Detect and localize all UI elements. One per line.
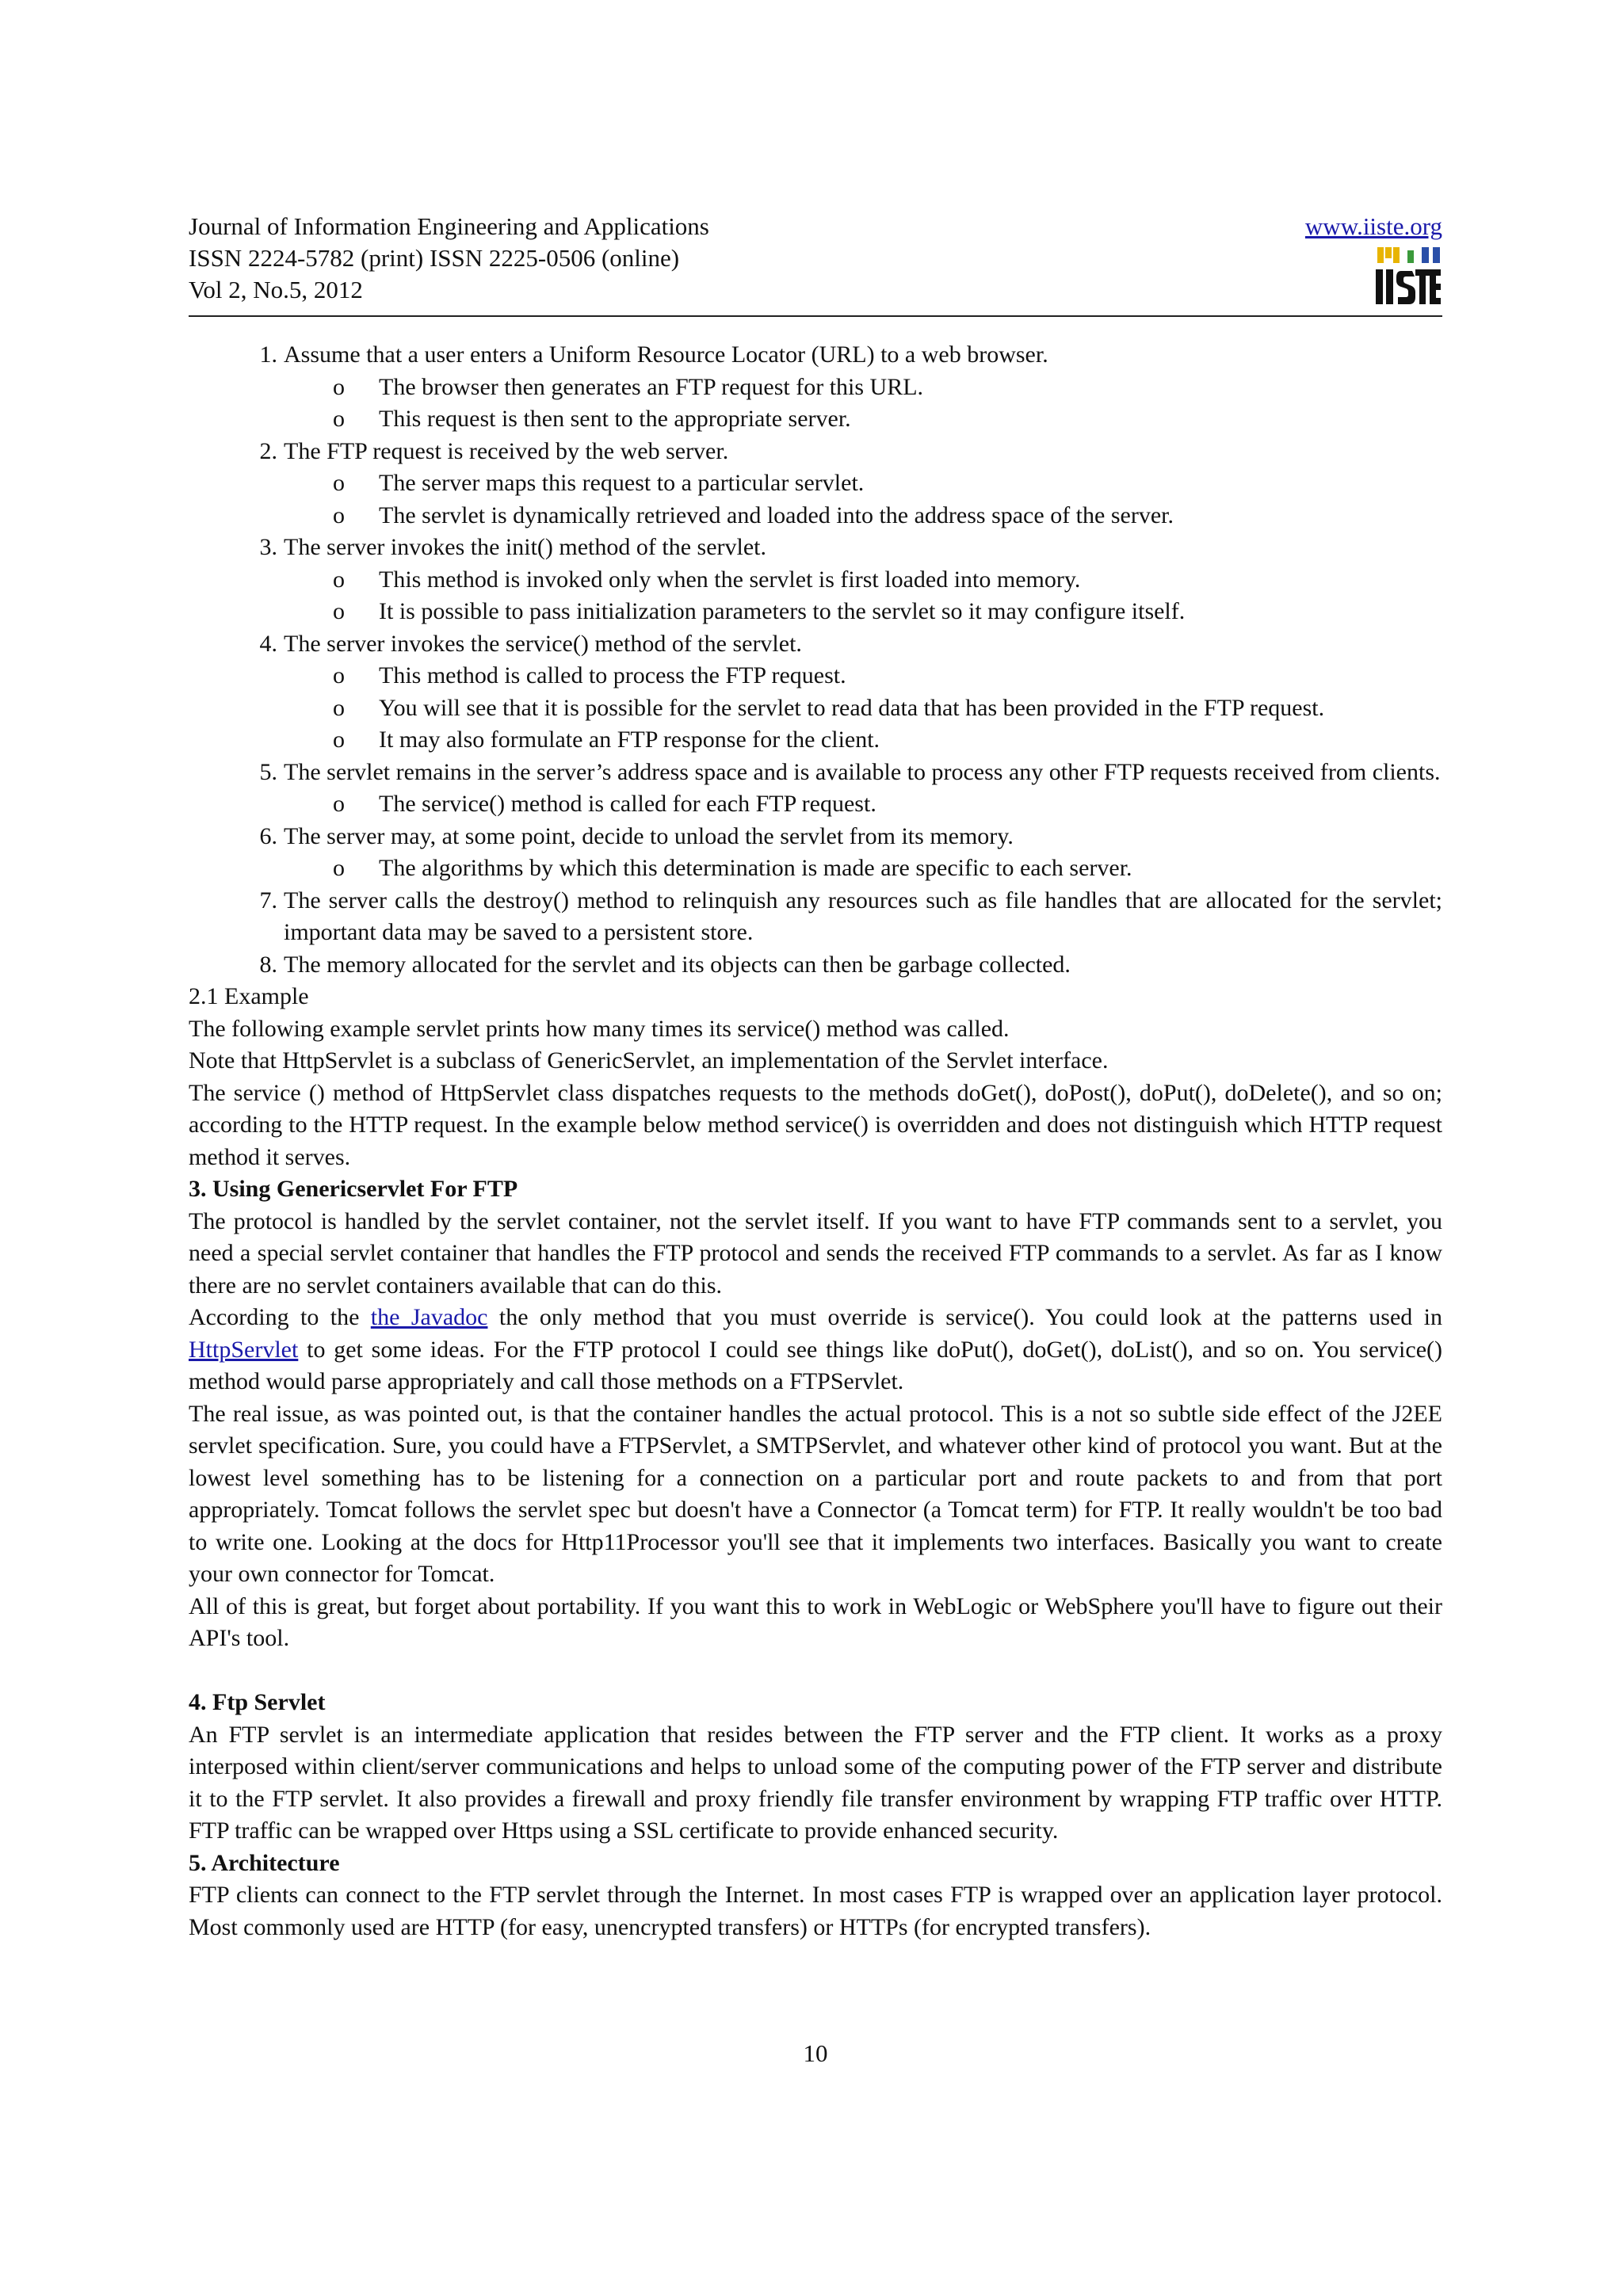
- list-item-number: 7.: [259, 887, 277, 913]
- iiste-logo: [1374, 244, 1442, 307]
- list-item-text: The servlet remains in the server’s address space and is available to process any other FTP requests received from clients.: [284, 758, 1441, 785]
- sub-list-item: [189, 596, 1442, 628]
- journal-volume: Vol 2, No.5, 2012: [189, 276, 363, 303]
- journal-title: Journal of Information Engineering and Applications: [189, 212, 709, 240]
- section-5-paragraph-1: FTP clients can connect to the FTP servlet through the Internet. In most cases FTP is wrapped over an application layer protocol. Most commonly used are HTTP (for easy, unencrypted transfers) or HTTPs (for encrypted transfers).: [189, 1882, 1442, 1940]
- sub-list-item-text: You will see that it is possible for the servlet to read data that has been provided in the FTP request.: [379, 694, 1325, 721]
- list-item: [189, 949, 1442, 982]
- sub-list-item: [189, 500, 1442, 532]
- list-item-number: 8.: [259, 951, 277, 978]
- sub-list-item: [189, 660, 1442, 692]
- sub-list-item: [189, 403, 1442, 436]
- section-3-paragraph-4: All of this is great, but forget about portability. If you want this to work in WebLogic or WebSphere you'll have to figure out their API's tool.: [189, 1592, 1442, 1651]
- bullet-icon: o: [333, 470, 345, 496]
- sub-list-item-text: The algorithms by which this determination is made are specific to each server.: [379, 855, 1132, 881]
- sub-list-item-text: It may also formulate an FTP response for the client.: [379, 727, 880, 753]
- page-header: [189, 209, 1442, 317]
- bullet-icon: o: [333, 662, 345, 688]
- list-item-number: 3.: [259, 534, 277, 560]
- logo-bar-2: [1385, 247, 1392, 258]
- sub-list-item: [189, 692, 1442, 725]
- bullet-icon: o: [333, 727, 345, 753]
- bullet-icon: o: [333, 791, 345, 817]
- logo-letters: [1376, 269, 1441, 304]
- bullet-icon: o: [333, 502, 345, 528]
- section-5-heading: 5. Architecture: [189, 1849, 340, 1876]
- list-item: [189, 339, 1442, 372]
- sub-list-item: [189, 788, 1442, 821]
- section-4-paragraph-1: An FTP servlet is an intermediate application that resides between the FTP server and the FTP client. It works as a proxy interposed within client/server communications and helps to unload some of the computing power of the FTP server and distribute it to the FTP servlet. It also provides a firewall and proxy friendly file transfer environment by wrapping FTP traffic over HTTP. FTP traffic can be wrapped over Https using a SSL certificate to provide enhanced security.: [189, 1721, 1442, 1844]
- example-paragraph-1: The following example servlet prints how many times its service() method was called.: [189, 1015, 1010, 1042]
- section-3-heading: 3. Using Genericservlet For FTP: [189, 1176, 518, 1202]
- sub-list-item-text: This method is invoked only when the servlet is first loaded into memory.: [379, 566, 1081, 593]
- section-3-paragraph-2: According to the the Javadoc the only method that you must override is service(). You could look at the patterns used in HttpServlet to get some ideas. For the FTP protocol I could see things like doPut(), doGet(), doList(), and so on. You service() method would parse appropriately and call those methods on a FTPServlet.: [189, 1304, 1442, 1394]
- list-item-text: The server invokes the init() method of the servlet.: [284, 534, 766, 560]
- sub-list-item-text: This request is then sent to the appropriate server.: [379, 406, 851, 432]
- list-item: [189, 532, 1442, 564]
- section-3-paragraph-3: The real issue, as was pointed out, is that the container handles the actual protocol. This is a not so subtle side effect of the J2EE servlet specification. Sure, you could have a FTPServlet, a SMTPServlet, and whatever other kind of protocol you want. But at the lowest level something has to be listening for a connection on a particular port and route packets to and from that port appropriately. Tomcat follows the servlet spec but doesn't have a Connector (a Tomcat term) for FTP. It really wouldn't be too bad to write one. Looking at the docs for Http11Processor you'll see that it implements two interfaces. Basically you want to create your own connector for Tomcat.: [189, 1400, 1442, 1587]
- sub-list-item-text: The browser then generates an FTP request for this URL.: [379, 373, 924, 400]
- example-paragraph-2: Note that HttpServlet is a subclass of GenericServlet, an implementation of the Servlet interface.: [189, 1047, 1109, 1074]
- sub-list-item: [189, 564, 1442, 597]
- list-item-text: The FTP request is received by the web server.: [284, 437, 729, 464]
- sub-list-item: [189, 724, 1442, 757]
- list-item: [189, 757, 1442, 789]
- list-item-text: The server calls the destroy() method to relinquish any resources such as file handles that are allocated for the servlet; important data may be saved to a persistent store.: [284, 887, 1442, 945]
- bullet-icon: o: [333, 598, 345, 624]
- logo-bar-6: [1433, 247, 1440, 263]
- sub-list-item-text: This method is called to process the FTP request.: [379, 662, 846, 688]
- page-body: [189, 339, 1442, 1943]
- sub-list-item: [189, 372, 1442, 404]
- logo-bar-1: [1377, 247, 1384, 263]
- bullet-icon: o: [333, 694, 345, 721]
- example-paragraph-3: The service () method of HttpServlet class dispatches requests to the methods doGet(), doPost(), doPut(), doDelete(), and so on; according to the HTTP request. In the example below method service() is overridden and does not distinguish which HTTP request method it serves.: [189, 1079, 1442, 1170]
- sub-list-item-text: The service() method is called for each FTP request.: [379, 791, 876, 817]
- example-heading: 2.1 Example: [189, 983, 309, 1009]
- section-3-paragraph-1: The protocol is handled by the servlet container, not the servlet itself. If you want to have FTP commands sent to a servlet, you need a special servlet container that handles the FTP protocol and sends the received FTP commands to a servlet. As far as I know there are no servlet containers available that can do this.: [189, 1207, 1442, 1299]
- journal-info: [189, 211, 709, 306]
- list-item-number: 6.: [259, 822, 277, 849]
- journal-issn: ISSN 2224-5782 (print) ISSN 2225-0506 (online): [189, 244, 680, 272]
- list-item: [189, 885, 1442, 949]
- list-item-text: The memory allocated for the servlet and its objects can then be garbage collected.: [284, 951, 1071, 978]
- sub-list-item: [189, 467, 1442, 500]
- section-4-heading: 4. Ftp Servlet: [189, 1689, 326, 1715]
- sub-list-item-text: The servlet is dynamically retrieved and loaded into the address space of the server.: [379, 502, 1174, 528]
- javadoc-link[interactable]: the Javadoc: [370, 1304, 488, 1330]
- sub-list-item-text: It is possible to pass initialization parameters to the servlet so it may configure itself.: [379, 598, 1186, 624]
- website-area: [1305, 211, 1442, 242]
- list-item-number: 2.: [259, 437, 277, 464]
- sub-list-item: [189, 852, 1442, 885]
- page-number: 10: [803, 2039, 828, 2067]
- list-item-text: The server may, at some point, decide to unload the servlet from its memory.: [284, 822, 1014, 849]
- bullet-icon: o: [333, 566, 345, 593]
- sub-list-item-text: The server maps this request to a particular servlet.: [379, 470, 865, 496]
- list-item-text: Assume that a user enters a Uniform Resource Locator (URL) to a web browser.: [284, 341, 1048, 368]
- bullet-icon: o: [333, 406, 345, 432]
- bullet-icon: o: [333, 373, 345, 400]
- list-item-number: 5.: [259, 758, 277, 785]
- website-link[interactable]: www.iiste.org: [1304, 212, 1442, 240]
- logo-bar-4: [1407, 250, 1414, 263]
- list-item: [189, 628, 1442, 661]
- list-item-number: 4.: [259, 630, 277, 657]
- logo-bar-5: [1422, 247, 1429, 263]
- httpservlet-link[interactable]: HttpServlet: [189, 1336, 299, 1363]
- logo-bar-3: [1393, 247, 1400, 263]
- bullet-icon: o: [333, 855, 345, 881]
- list-item-text: The server invokes the service() method of the servlet.: [284, 630, 802, 657]
- list-item-number: 1.: [259, 341, 277, 368]
- list-item: [189, 436, 1442, 468]
- spacer: [189, 1655, 1442, 1688]
- servlet-lifecycle-list: [189, 339, 1442, 981]
- list-item: [189, 821, 1442, 853]
